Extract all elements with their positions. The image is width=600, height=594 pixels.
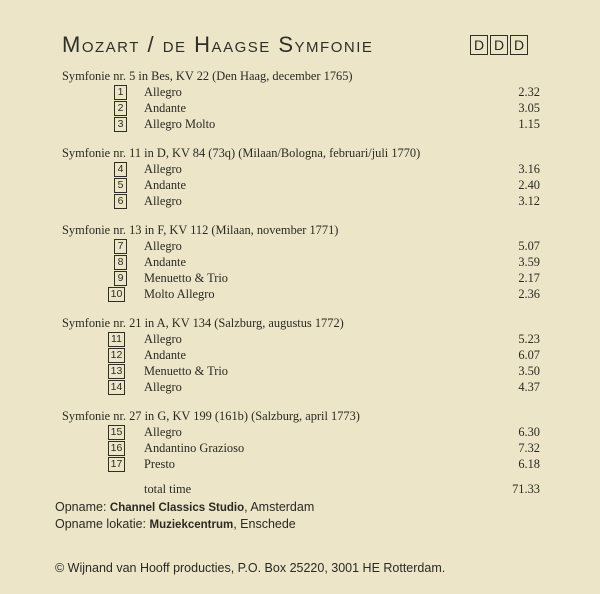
track-duration: 2.36	[518, 287, 540, 301]
track-name: Menuetto & Trio	[144, 364, 228, 378]
track-name: Andante	[144, 101, 186, 115]
lokatie-label: Opname lokatie:	[55, 517, 150, 531]
track-name: Molto Allegro	[144, 287, 215, 301]
track-list	[62, 68, 540, 497]
ddd-letter-1: D	[470, 35, 488, 55]
track-duration: 1.15	[518, 117, 540, 131]
work-title: Symfonie nr. 11 in D, KV 84 (73q) (Milaan/Bologna, februari/juli 1770)	[62, 146, 421, 160]
ddd-code	[470, 35, 528, 55]
track-name: Allegro	[144, 239, 182, 253]
lokatie-line	[55, 516, 314, 533]
track-number: 9	[114, 271, 127, 286]
work-title: Symfonie nr. 27 in G, KV 199 (161b) (Salzburg, april 1773)	[62, 409, 360, 423]
opname-city: , Amsterdam	[244, 500, 315, 514]
total-time-label: total time	[144, 482, 192, 496]
track-number: 8	[114, 255, 127, 270]
work-section	[62, 315, 540, 395]
track-duration: 5.07	[518, 239, 540, 253]
track-name: Menuetto & Trio	[144, 271, 228, 285]
track-duration: 3.16	[518, 162, 540, 176]
opname-studio: Channel Classics Studio	[109, 502, 245, 514]
track-number: 5	[114, 178, 127, 193]
work-title: Symfonie nr. 21 in A, KV 134 (Salzburg, augustus 1772)	[62, 316, 344, 330]
recording-credits	[55, 499, 314, 533]
track-number: 10	[108, 287, 125, 302]
track-row	[62, 270, 540, 286]
track-number: 3	[114, 117, 127, 132]
track-duration: 3.59	[518, 255, 540, 269]
track-number: 12	[108, 348, 125, 363]
track-number: 14	[108, 380, 125, 395]
track-number: 16	[108, 441, 125, 456]
copyright-notice: © Wijnand van Hooff producties, P.O. Box 25220, 3001 HE Rotterdam.	[55, 561, 446, 575]
track-row	[62, 331, 540, 347]
track-duration: 2.32	[518, 85, 540, 99]
track-row	[62, 116, 540, 132]
track-duration: 3.05	[518, 101, 540, 115]
track-row	[62, 440, 540, 456]
track-number: 6	[114, 194, 127, 209]
track-name: Allegro	[144, 162, 182, 176]
track-number: 13	[108, 364, 125, 379]
lokatie-city: , Enschede	[233, 517, 296, 531]
track-duration: 3.50	[518, 364, 540, 378]
track-number: 1	[114, 85, 127, 100]
track-number: 2	[114, 101, 127, 116]
track-duration: 5.23	[518, 332, 540, 346]
total-time-row	[62, 481, 540, 497]
track-row	[62, 84, 540, 100]
album-title: Mozart / de Haagse Symfonie	[62, 32, 374, 57]
track-row	[62, 177, 540, 193]
track-name: Allegro	[144, 380, 182, 394]
track-row	[62, 193, 540, 209]
track-row	[62, 347, 540, 363]
track-name: Allegro	[144, 194, 182, 208]
track-duration: 6.18	[518, 457, 540, 471]
track-name: Andante	[144, 348, 186, 362]
work-title: Symfonie nr. 13 in F, KV 112 (Milaan, november 1771)	[62, 223, 339, 237]
track-row	[62, 379, 540, 395]
track-row	[62, 286, 540, 302]
track-duration: 7.32	[518, 441, 540, 455]
work-section	[62, 222, 540, 302]
track-duration: 2.17	[518, 271, 540, 285]
total-time-value: 71.33	[512, 482, 540, 496]
track-name: Allegro	[144, 332, 182, 346]
track-duration: 4.37	[518, 380, 540, 394]
ddd-letter-3: D	[510, 35, 528, 55]
track-duration: 3.12	[518, 194, 540, 208]
track-name: Andantino Grazioso	[144, 441, 245, 455]
track-row	[62, 424, 540, 440]
work-title: Symfonie nr. 5 in Bes, KV 22 (Den Haag, december 1765)	[62, 69, 353, 83]
track-name: Allegro Molto	[144, 117, 216, 131]
track-name: Allegro	[144, 85, 182, 99]
track-row	[62, 456, 540, 472]
track-number: 7	[114, 239, 127, 254]
track-row	[62, 238, 540, 254]
work-section	[62, 408, 540, 472]
track-name: Andante	[144, 178, 186, 192]
track-row	[62, 254, 540, 270]
track-duration: 6.30	[518, 425, 540, 439]
track-duration: 6.07	[518, 348, 540, 362]
work-section	[62, 145, 540, 209]
track-row	[62, 161, 540, 177]
track-number: 15	[108, 425, 125, 440]
track-row	[62, 100, 540, 116]
opname-label: Opname:	[55, 500, 110, 514]
opname-line	[55, 499, 314, 516]
track-number: 11	[108, 332, 125, 347]
track-row	[62, 363, 540, 379]
work-section	[62, 68, 540, 132]
lokatie-place: Muziekcentrum	[149, 519, 234, 531]
track-name: Presto	[144, 457, 175, 471]
track-number: 17	[108, 457, 125, 472]
track-name: Allegro	[144, 425, 182, 439]
track-number: 4	[114, 162, 127, 177]
track-duration: 2.40	[518, 178, 540, 192]
track-name: Andante	[144, 255, 186, 269]
ddd-letter-2: D	[490, 35, 508, 55]
